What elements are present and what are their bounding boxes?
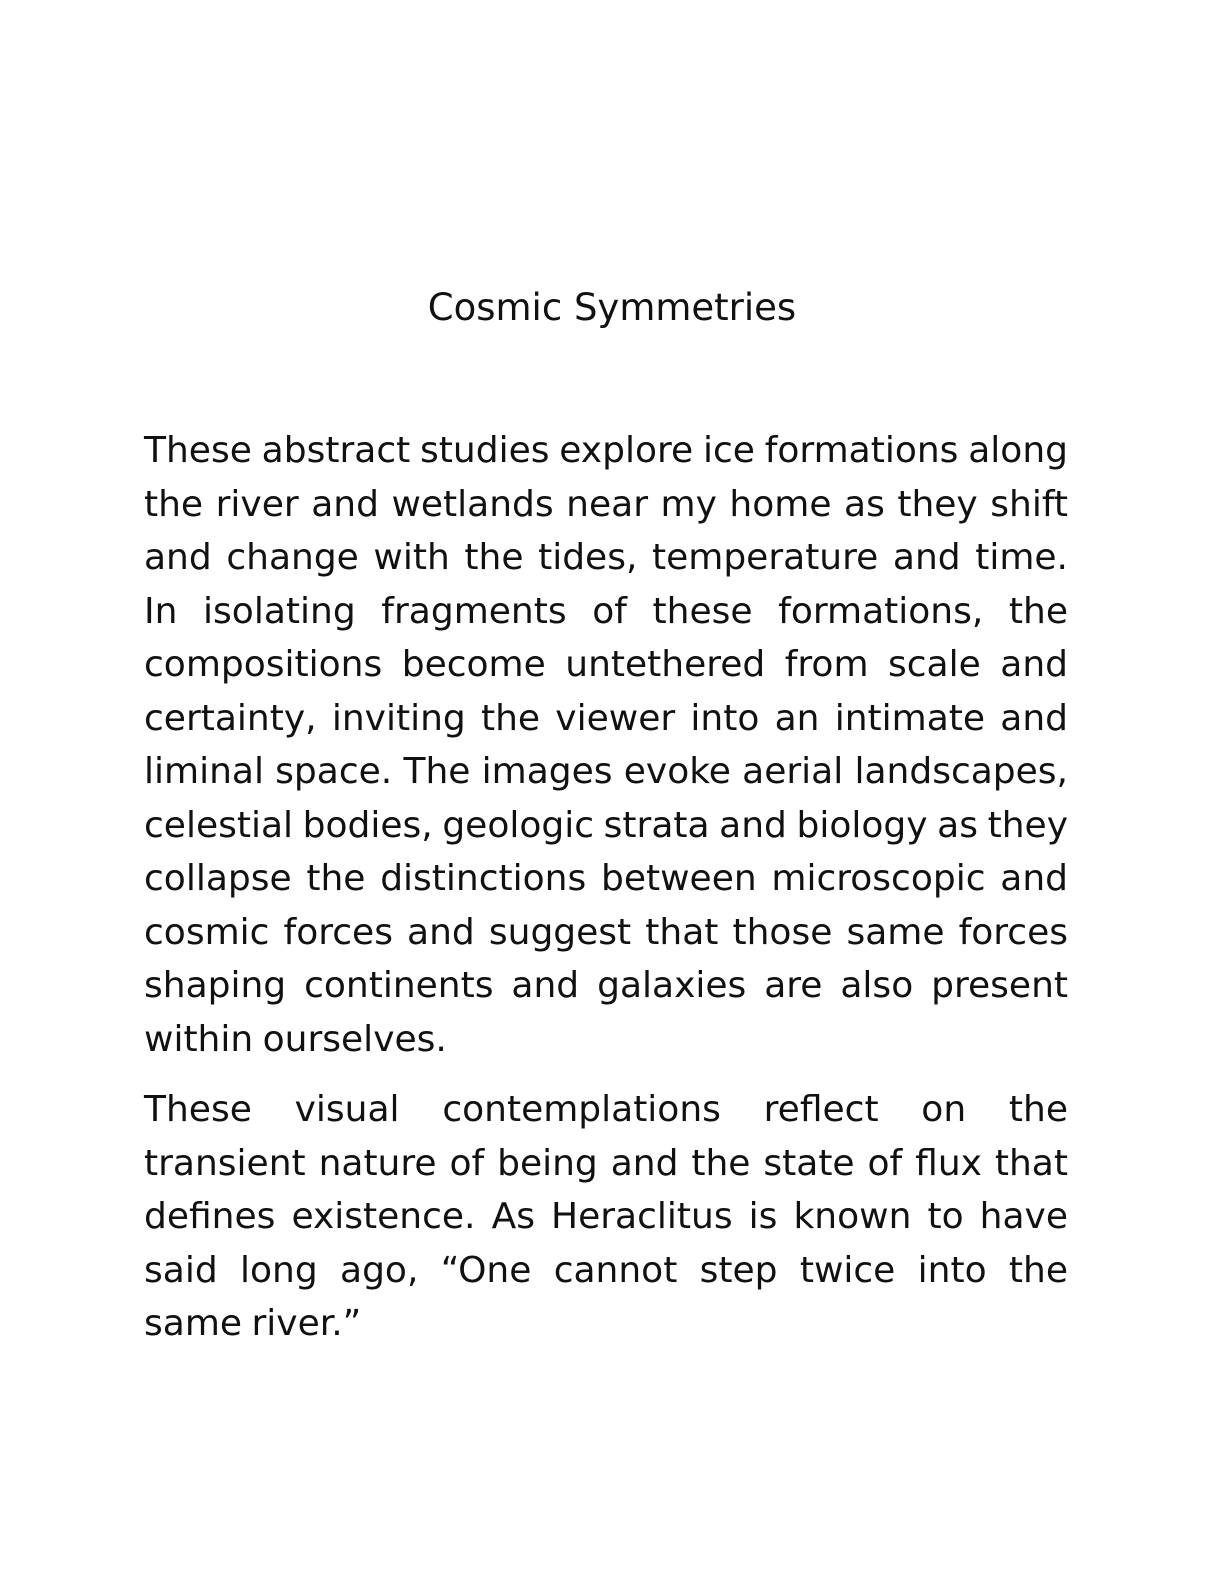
paragraph-2: These visual contemplations reflect on the transient nature of being and the state of flux that defines existence. As Heraclitus is known to have said long ago, “One cannot step twice into the same river.” xyxy=(144,1089,1068,1344)
page-title: Cosmic Symmetries xyxy=(427,286,797,329)
body-text xyxy=(144,424,1068,1351)
paragraph-1: These abstract studies explore ice formations along the river and wetlands near my home as they shift and change with the tides, temperature and time. In isolating fragments of these formations, the compositions become untethered from scale and certainty, inviting the viewer into an intimate and liminal space. The images evoke aerial landscapes, celestial bodies, geologic strata and biology as they collapse the distinctions between microscopic and cosmic forces and suggest that those same forces shaping continents and galaxies are also present within ourselves. xyxy=(144,430,1068,1060)
